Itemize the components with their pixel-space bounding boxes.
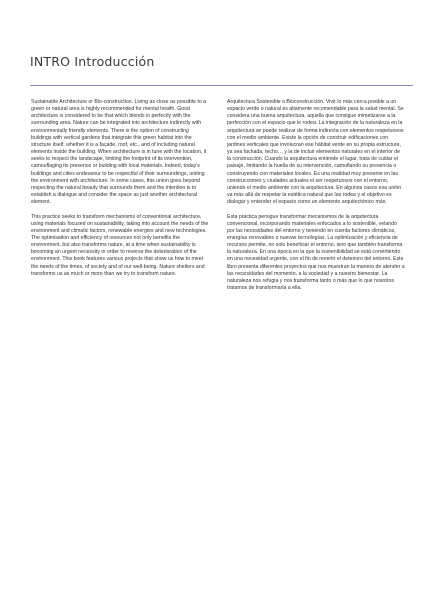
english-column (31, 99, 209, 285)
english-paragraph-1: Sustainable Architecture or Bio-construction. Living as close as possible to a green or natural area is highly recommended for mental health. Good architecture is considered to be that which blends in perfectly with the surrounding area. Nature can be integrated into architecture indirectly with environmentally friendly elements. There is the option of constructing buildings with vertical gardens that integrate this green habitat into the structure itself, whether it is a façade, roof, etc., and of including natural elements inside the building. When architecture is in tune with the location, it seeks to respect the landscape, limiting the footprint of its intervention, camouflaging its presence or building with local materials. Indeed, today's buildings and cities endeavour to be respectful of their surroundings, uniting the environment with architecture. In some cases, this union goes beyond respecting the natural beauty that surrounds them and the intention is to establish a dialogue and consider the space as just another architectural element. (31, 99, 207, 206)
spanish-paragraph-1: Arquitectura Sostenible o Bioconstrucción. Vivir lo más cerca posible a un espacio verde o natural es altamente recomendable para la salud mental. Se considera una buena arquitectura, aquella que consigue mimetizarse a la perfección con el espacio que le rodea. La integración de la naturaleza en la arquitectura se puede realizar de forma indirecta con elementos respetuosos con el medio ambiente. Existe la opción de construir edificaciones con jardines verticales que involucran ese hábitat verde en su propia estructura, ya sea fachada, techo… y la de incluir elementos naturales en el interior de la construcción. Cuando la arquitectura entiende el lugar, trata de cuidar el paisaje, limitando la huella de su intervención, camuflando su presencia o construyendo con materiales locales. Es una realidad muy presente en las construcciones y ciudades actuales el ser respetuosos con el entorno, uniendo el medio ambiente con la arquitectura. En algunos casos esa unión va más allá de respetar la estética natural que las rodea y el objetivo es dialogar y entender el espacio como un elemento arquitectónico más. (227, 99, 404, 206)
spanish-paragraph-2: Esta práctica persigue transformar mecanismos de la arquitectura convencional, incorporando materiales enfocados a lo sostenible, velando por las necesidades del entorno y teniendo en cuenta factores climáticos, energías renovables o nuevas tecnologías. La optimización y eficiencia de recursos permite, no solo beneficiar el entorno, sino que también transforma la naturaleza. En una época en la que la sostenibilidad se está convirtiendo en una necesidad urgente, con el fin de revertir el deterioro del entorno. Este libro presenta diferentes proyectos que nos muestran la manera de atender a las necesidades del momento, a la sociedad y a nuestro bienestar. La naturaleza nos refugia y nos transforma tanto o más que lo que nosotros tratamos de transformarla a ella. (227, 213, 405, 292)
spanish-column (227, 99, 405, 299)
english-paragraph-2: This practice seeks to transform mechanisms of conventional architecture, using materials focused on sustainability, taking into account the needs of the environment and climatic factors, renewable energies and new technologies. The optimisation and efficiency of resources not only benefits the environment, but also transforms nature, at a time when sustainability is becoming an urgent necessity in order to reverse the deterioration of the environment. This book features various projects that show us how to meet the needs of the times, of society and of our well-being. Nature shelters and transforms us as much or more than we try to transform nature. (31, 213, 209, 277)
page-title (30, 54, 154, 69)
header-divider (30, 85, 413, 86)
page-title-spanish: Introducción (74, 54, 155, 69)
page-title-english: INTRO (30, 54, 71, 69)
